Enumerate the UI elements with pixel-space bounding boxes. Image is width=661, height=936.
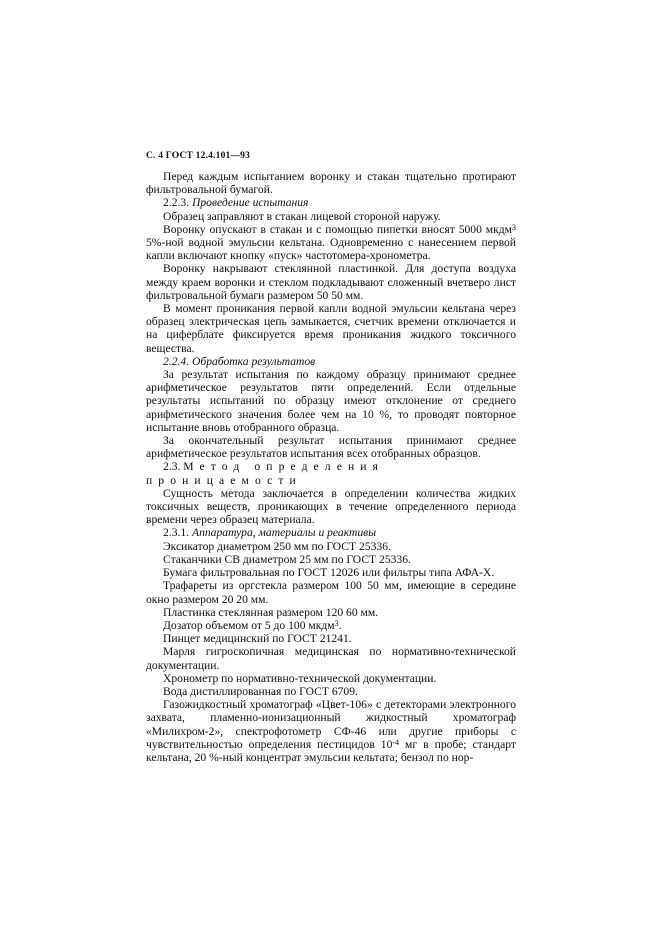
page-header: С. 4 ГОСТ 12.4.101—93 — [146, 151, 251, 161]
section-heading-2-2-4: 2.2.4. Обработка результатов — [163, 354, 316, 368]
superscript: 3 — [512, 222, 516, 232]
paragraph — [146, 698, 516, 764]
superscript: 3 — [334, 618, 339, 628]
list-item — [146, 619, 516, 632]
section-number: 2.3. — [163, 460, 181, 474]
text-run: Дозатор объемом от 5 до 100 мкдм — [163, 618, 335, 632]
paragraph: Воронку накрывают стеклянной пластинкой. Для доступа воздуха между краем воронки и стеклом подкладывают сложенный вчетверо лист фильтровальной бумаги размером 50 50 мм. — [146, 262, 516, 302]
text-run: мг в пробе; стандарт кельтана, 20 %-ный концентрат эмульсии кельтата; бензол по нор- — [146, 737, 516, 764]
list-item: Марля гигроскопичная медицинская по нормативно-технической документации. — [146, 645, 516, 672]
text-run: . — [338, 618, 342, 632]
text-run: Воронку опускают в стакан и с помощью пипетки вносят 5000 мкдм — [163, 222, 512, 236]
paragraph: За результат испытания по каждому образцу принимают среднее арифметическое результатов пяти определений. Если отдельные результаты испытаний по образцу имеют отклонение от среднего арифметического значения более чем на 10 %, то проводят повторное испытание вновь отобранного образца. — [146, 368, 516, 434]
section-number: 2.2.3. — [163, 196, 190, 210]
paragraph — [146, 223, 516, 263]
section-heading-2-3 — [146, 460, 516, 486]
section-title: Аппаратура, материалы и реактивы — [192, 526, 377, 540]
section-title: Метод определения проницаемости — [146, 460, 384, 487]
section-heading-2-2-3 — [146, 196, 516, 209]
list-item: Вода дистиллированная по ГОСТ 6709. — [163, 684, 358, 698]
superscript: -4 — [392, 737, 400, 747]
paragraph: Сущность метода заключается в определении количества жидких токсичных веществ, проникающих в течение определенного периода времени через образец материала. — [146, 486, 516, 527]
list-item: Пинцет медицинский по ГОСТ 21241. — [163, 632, 352, 646]
list-item: Бумага фильтровальная по ГОСТ 12026 или фильтры типа АФА-Х. — [163, 566, 495, 580]
paragraph: Образец заправляют в стакан лицевой стороной наружу. — [163, 209, 441, 223]
paragraph: В момент проникания первой капли водной эмульсии кельтана через образец электрическая цепь замыкается, счетчик времени отключается и на циферблате фиксируется время проникания жидкого токсичного вещества. — [146, 302, 516, 355]
text-run: 5%-ной водной эмульсии кельтана. Одновременно с нанесением первой капли включают кнопку «пуск» частотомера-хронометра. — [146, 236, 516, 263]
list-item: Эксикатор диаметром 250 мм по ГОСТ 25336. — [163, 539, 391, 553]
section-heading-2-3-1 — [146, 526, 516, 539]
section-title: Проведение испытания — [192, 196, 309, 210]
section-number: 2.3.1. — [163, 526, 190, 540]
list-item: Стаканчики СВ диаметром 25 мм по ГОСТ 25336. — [163, 552, 411, 566]
list-item: Хронометр по нормативно-технической документации. — [163, 671, 437, 685]
document-body — [146, 170, 516, 764]
paragraph: Перед каждым испытанием воронку и стакан тщательно протирают фильтровальной бумагой. — [146, 170, 516, 197]
paragraph: За окончательный результат испытания принимают среднее арифметическое результатов испытания всех отобранных образцов. — [146, 434, 516, 461]
list-item: Трафареты из оргстекла размером 100 50 мм, имеющие в середине окно размером 20 20 мм. — [146, 579, 516, 606]
text-run: Газожидкостный хроматограф «Цвет-106» с детекторами электронного захвата, пламенно-ионизационный жидкостный хроматограф «Милихром-2», спектрофотометр СФ-46 или другие приборы с чувствительностью определения пестицидов 10 — [146, 698, 516, 751]
list-item: Пластинка стеклянная размером 120 60 мм. — [163, 605, 379, 619]
